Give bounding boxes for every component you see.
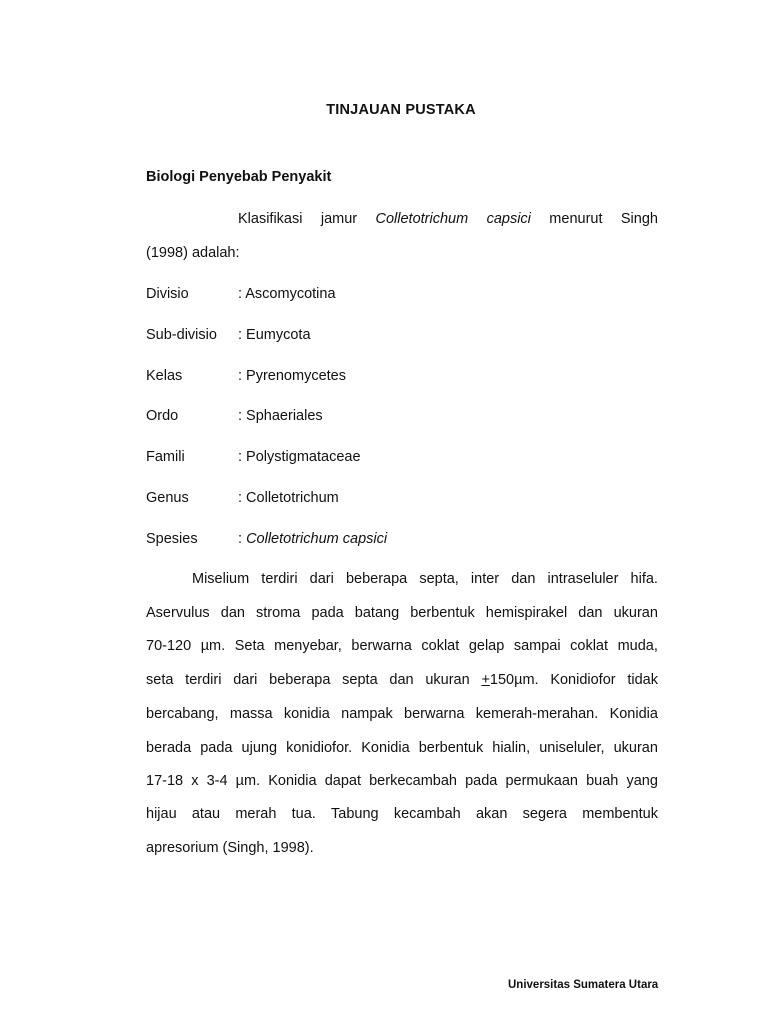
paragraph-line — [146, 638, 658, 654]
taxonomy-row-subdivisio — [146, 327, 311, 343]
taxonomy-row-kelas — [146, 368, 346, 384]
paragraph-word: Konidia — [268, 773, 317, 789]
taxonomy-label: Kelas — [146, 368, 183, 384]
paragraph-word: berwarna — [404, 706, 465, 722]
taxonomy-value: : Ascomycotina — [238, 286, 336, 302]
intro-word: menurut — [549, 211, 603, 227]
paragraph-word: merah — [235, 806, 277, 822]
paragraph-word: hemispirakel — [485, 605, 568, 621]
paragraph-word: septa, — [419, 571, 459, 587]
paragraph-word: bercabang, — [146, 706, 219, 722]
paragraph-line — [146, 571, 658, 587]
paragraph-word: nampak — [341, 706, 393, 722]
paragraph-word: dapat — [324, 773, 361, 789]
paragraph-word: sampai — [513, 638, 561, 654]
paragraph-word: terdiri — [261, 571, 298, 587]
paragraph-word: ukuran — [613, 740, 658, 756]
paragraph-word: 17-18 — [146, 773, 184, 789]
paragraph-word: konidiofor. — [286, 740, 353, 756]
paragraph-word: berkecambah — [369, 773, 457, 789]
taxonomy-row-famili — [146, 449, 361, 465]
paragraph-word: Seta — [234, 638, 265, 654]
taxonomy-row-ordo — [146, 408, 323, 424]
intro-line-2: (1998) adalah: — [146, 245, 240, 261]
paragraph-word: 3-4 — [206, 773, 228, 789]
paragraph-word: berbentuk — [418, 740, 484, 756]
intro-word: Klasifikasi — [238, 211, 303, 227]
paragraph-word: pada — [465, 773, 498, 789]
intro-species-epithet: capsici — [486, 211, 531, 227]
paragraph-word: dan — [389, 672, 414, 688]
paragraph-line — [146, 706, 658, 722]
taxonomy-row-genus — [146, 490, 339, 506]
taxonomy-value: : Polystigmataceae — [238, 449, 361, 465]
footer-institution: Universitas Sumatera Utara — [508, 979, 659, 991]
paragraph-word: berwarna — [351, 638, 412, 654]
paragraph-word: hifa. — [630, 571, 658, 587]
paragraph-word: coklat — [570, 638, 609, 654]
paragraph-word: beberapa — [345, 571, 408, 587]
paragraph-word: µm. — [200, 638, 226, 654]
paragraph-word: coklat — [421, 638, 460, 654]
paragraph-word: tua. — [291, 806, 316, 822]
paragraph-text: apresorium (Singh, 1998). — [146, 840, 314, 856]
paragraph-word: tidak — [627, 672, 658, 688]
taxonomy-label: Famili — [146, 449, 185, 465]
paragraph-word: massa — [229, 706, 273, 722]
paragraph-word: x — [191, 773, 199, 789]
taxonomy-label: Spesies — [146, 531, 198, 547]
paragraph-word: hialin, — [492, 740, 531, 756]
paragraph-word: pada — [311, 605, 344, 621]
paragraph-word: ukuran — [613, 605, 658, 621]
paragraph-word: Aservulus — [146, 605, 210, 621]
paragraph-word: ukuran — [425, 672, 470, 688]
paragraph-word: kemerah-merahan. — [475, 706, 599, 722]
taxonomy-row-divisio — [146, 286, 336, 302]
intro-species-genus: Colletotrichum — [375, 211, 469, 227]
intro-word: Singh — [620, 211, 658, 227]
paragraph-word: berbentuk — [410, 605, 475, 621]
paragraph-word: yang — [626, 773, 658, 789]
paragraph-word: inter — [470, 571, 500, 587]
paragraph-word: Konidia — [361, 740, 410, 756]
paragraph-word: permukaan — [505, 773, 578, 789]
taxonomy-value: : Colletotrichum — [238, 490, 339, 506]
paragraph-word: dan — [578, 605, 603, 621]
taxonomy-value: : Sphaeriales — [238, 408, 323, 424]
taxonomy-label: Genus — [146, 490, 189, 506]
paragraph-word: muda, — [617, 638, 658, 654]
paragraph-word: ujung — [241, 740, 278, 756]
intro-line-1 — [146, 211, 658, 227]
paragraph-word: septa — [342, 672, 378, 688]
taxonomy-value: : Pyrenomycetes — [238, 368, 346, 384]
paragraph-line — [146, 672, 658, 688]
paragraph-word: atau — [191, 806, 221, 822]
paragraph-word: gelap — [468, 638, 505, 654]
taxonomy-value: : Eumycota — [238, 327, 311, 343]
paragraph-word: dan — [511, 571, 536, 587]
paragraph-line — [146, 840, 658, 856]
paragraph-line — [146, 773, 658, 789]
taxonomy-label: Divisio — [146, 286, 189, 302]
taxonomy-row-spesies — [146, 531, 387, 547]
paragraph-word: beberapa — [269, 672, 331, 688]
paragraph-word: menyebar, — [274, 638, 342, 654]
paragraph-word: seta — [146, 672, 174, 688]
paragraph-line — [146, 605, 658, 621]
paragraph-word: Konidia — [609, 706, 658, 722]
paragraph-word: konidia — [283, 706, 330, 722]
paragraph-word: Konidiofor — [550, 672, 616, 688]
paragraph-word: terdiri — [185, 672, 222, 688]
paragraph-word: Miselium — [192, 571, 250, 587]
plus-minus-sign: + — [481, 672, 490, 688]
taxonomy-value-species: Colletotrichum capsici — [246, 531, 388, 547]
paragraph-word: intraseluler — [547, 571, 619, 587]
paragraph-word: stroma — [256, 605, 301, 621]
paragraph-word: 70-120 — [146, 638, 192, 654]
paragraph-word: Tabung — [331, 806, 379, 822]
paragraph-word: dan — [220, 605, 245, 621]
paragraph-line — [146, 740, 658, 756]
paragraph-word: membentuk — [582, 806, 658, 822]
paragraph-word: uniseluler, — [539, 740, 605, 756]
section-heading: Biologi Penyebab Penyakit — [146, 169, 332, 185]
paragraph-word: dari — [309, 571, 334, 587]
taxonomy-label: Sub-divisio — [146, 327, 217, 343]
paragraph-word: µm. — [235, 773, 261, 789]
paragraph-word: buah — [586, 773, 619, 789]
intro-word: jamur — [320, 211, 358, 227]
paragraph-word: segera — [522, 806, 567, 822]
paragraph-word: berada — [146, 740, 192, 756]
paragraph-word: kecambah — [393, 806, 461, 822]
taxonomy-value-prefix: : — [238, 531, 247, 547]
paragraph-word: akan — [475, 806, 508, 822]
paragraph-word: hijau — [146, 806, 177, 822]
paragraph-word: +150µm. — [481, 672, 539, 688]
paragraph-line — [146, 806, 658, 822]
paragraph-word: pada — [200, 740, 233, 756]
paragraph-word: batang — [354, 605, 400, 621]
page-title: TINJAUAN PUSTAKA — [326, 102, 476, 118]
paragraph-word: dari — [233, 672, 258, 688]
taxonomy-label: Ordo — [146, 408, 179, 424]
